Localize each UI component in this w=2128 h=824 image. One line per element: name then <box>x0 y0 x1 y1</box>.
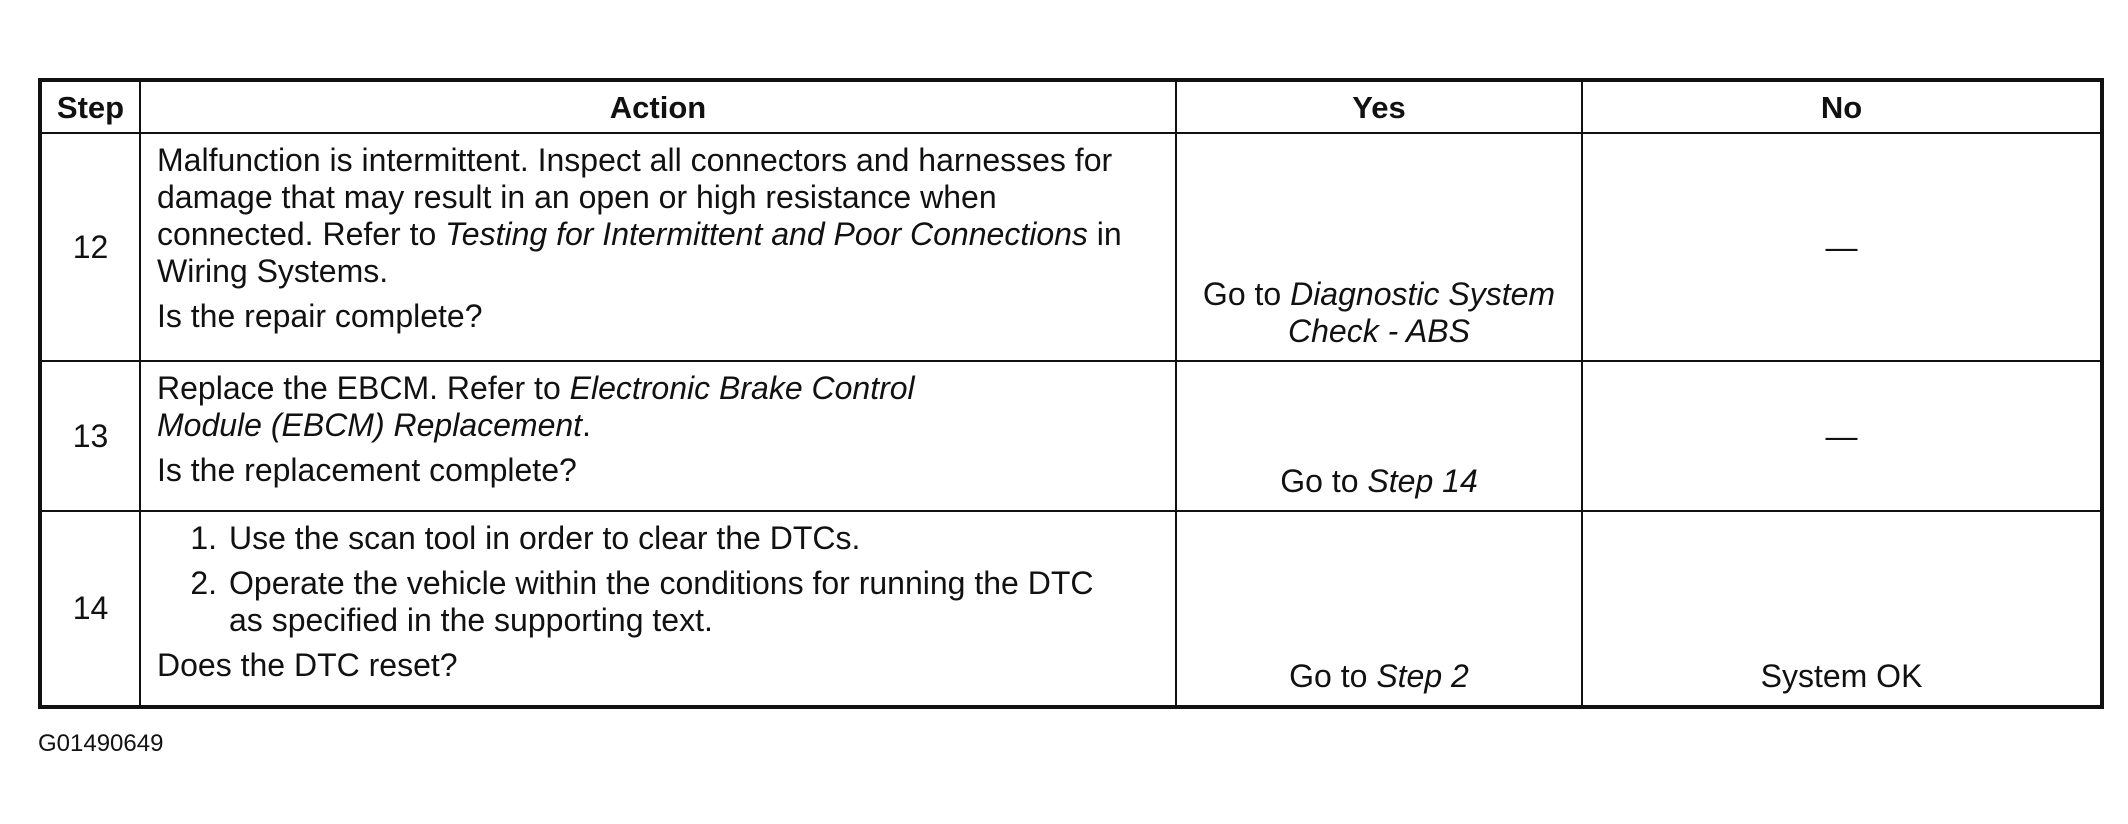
header-yes: Yes <box>1176 80 1582 133</box>
substep-text: Use the scan tool in order to clear the DTCs. <box>229 520 861 556</box>
yes-prefix: Go to <box>1202 276 1291 312</box>
table-row-step-14 <box>40 511 2102 707</box>
list-item <box>157 565 1161 639</box>
no-cell: System OK <box>1582 511 2102 707</box>
yes-prefix: Go to <box>1289 658 1377 694</box>
substep-list <box>157 520 1161 639</box>
action-reference-link: Testing for Intermittent and Poor Connections <box>445 216 1088 252</box>
action-question: Does the DTC reset? <box>157 647 458 683</box>
yes-reference: Step 14 <box>1367 463 1478 499</box>
action-cell <box>140 133 1176 361</box>
table-row-step-12 <box>40 133 2102 361</box>
yes-prefix: Go to <box>1280 463 1368 499</box>
action-text-part: . <box>582 407 591 443</box>
action-text-part: in Wiring Systems. <box>157 216 1122 289</box>
yes-cell <box>1176 511 1582 707</box>
header-step: Step <box>40 80 140 133</box>
header-no: No <box>1582 80 2102 133</box>
diagnostic-table <box>38 78 2104 709</box>
action-text <box>157 142 1161 290</box>
no-cell: — <box>1582 361 2102 511</box>
action-text-part: Replace the EBCM. Refer to <box>157 370 570 406</box>
table-row-step-13 <box>40 361 2102 511</box>
step-number: 12 <box>40 133 140 361</box>
yes-cell <box>1176 133 1582 361</box>
action-cell <box>140 511 1176 707</box>
header-action: Action <box>140 80 1176 133</box>
figure-id-caption: G01490649 <box>38 730 164 757</box>
action-text <box>157 370 1161 444</box>
action-question: Is the repair complete? <box>157 298 483 334</box>
substep-number: 2. <box>190 565 217 601</box>
step-number: 13 <box>40 361 140 511</box>
no-cell: — <box>1582 133 2102 361</box>
list-item <box>157 520 1161 557</box>
table-header-row <box>40 80 2102 133</box>
yes-cell <box>1176 361 1582 511</box>
action-text-part: Malfunction is intermittent. Inspect all connectors and harnesses for damage that may result in an open or high resistance when connected. Refer to <box>157 142 1113 252</box>
action-reference-link: Electronic Brake Control Module (EBCM) Replacement <box>157 370 915 443</box>
yes-reference: Step 2 <box>1376 658 1469 694</box>
step-number: 14 <box>40 511 140 707</box>
yes-reference: Diagnostic System Check - ABS <box>1288 276 1556 349</box>
substep-number: 1. <box>190 520 217 556</box>
action-cell <box>140 361 1176 511</box>
action-question: Is the replacement complete? <box>157 452 577 488</box>
substep-text: Operate the vehicle within the conditions for running the DTC as specified in the supporting text. <box>229 565 1094 638</box>
